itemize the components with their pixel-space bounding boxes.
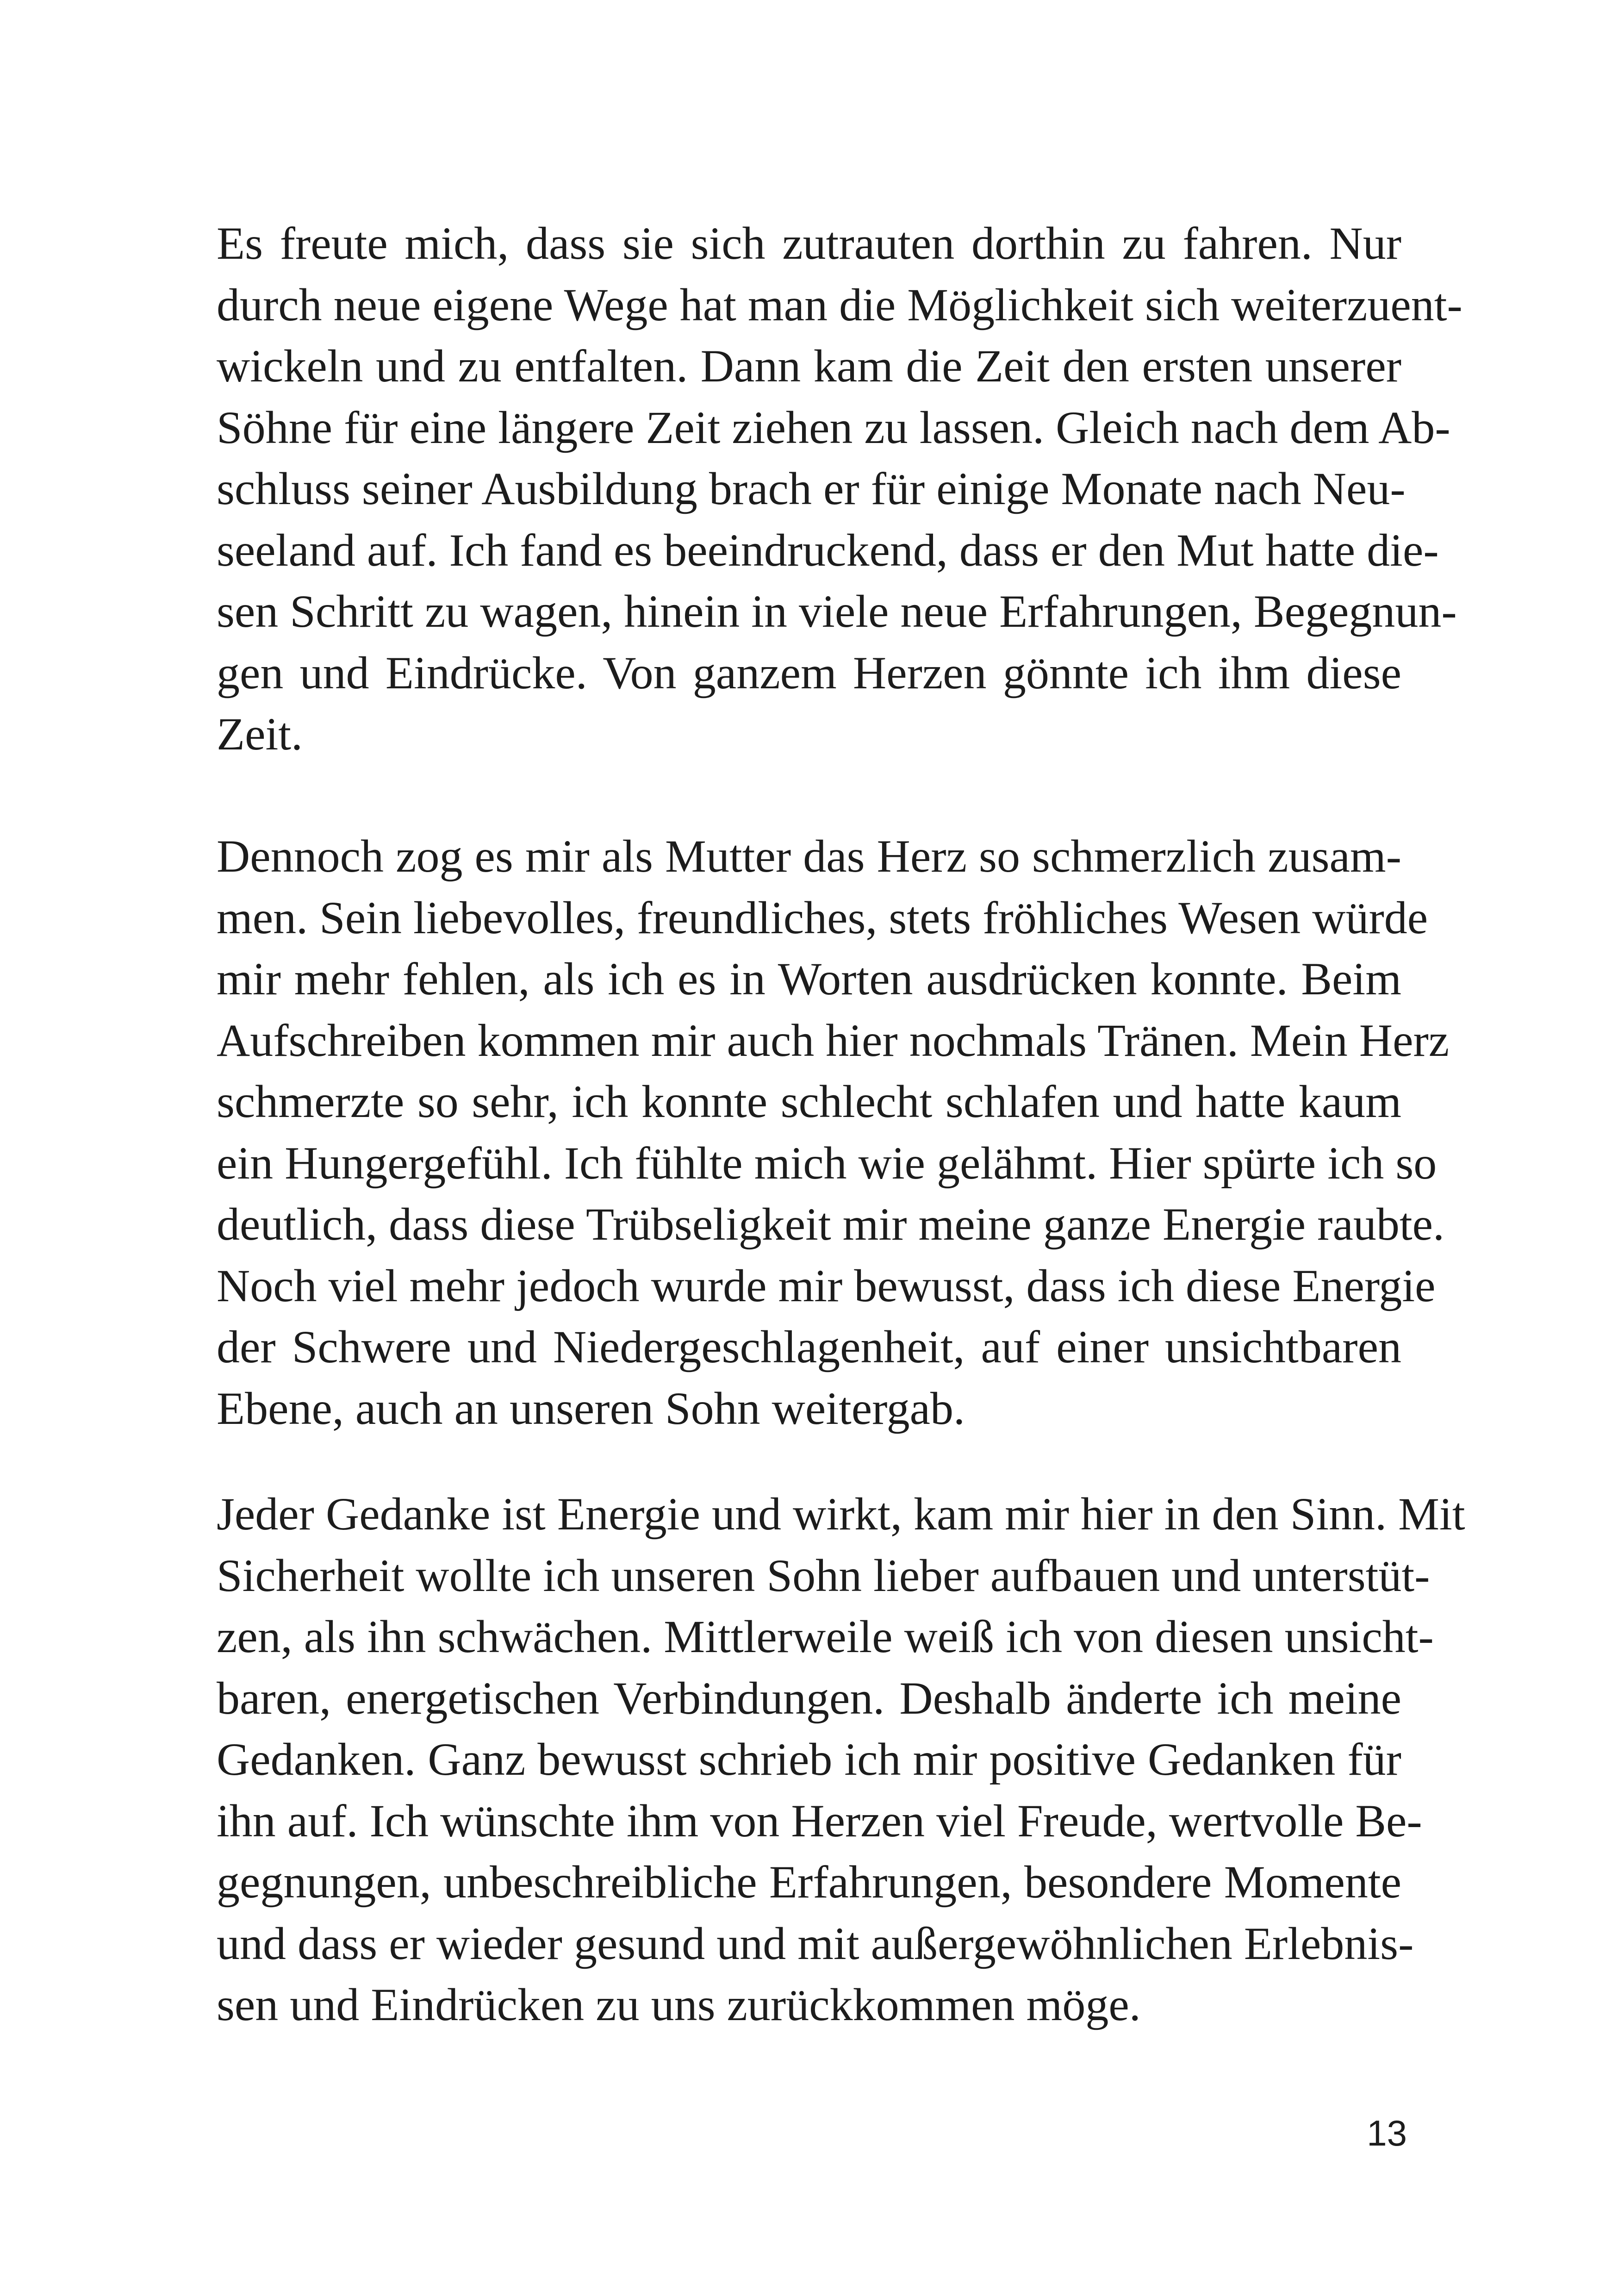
text-line: Jeder Gedanke ist Energie und wirkt, kam mir hier in den Sinn. Mit	[217, 1488, 1465, 1540]
paragraph-1	[217, 213, 1462, 765]
text-line: sen Schritt zu wagen, hinein in viele neue Erfahrungen, Begegnun-	[217, 586, 1457, 637]
text-line: wickeln und zu entfalten. Dann kam die Zeit den ersten unserer	[217, 340, 1401, 392]
text-line: seeland auf. Ich fand es beeindruckend, dass er den Mut hatte die-	[217, 524, 1439, 576]
text-line: baren, energetischen Verbindungen. Deshalb änderte ich meine	[217, 1672, 1401, 1724]
text-line: men. Sein liebevolles, freundliches, stets fröhliches Wesen würde	[217, 892, 1428, 943]
text-line: ihn auf. Ich wünschte ihm von Herzen viel Freude, wertvolle Be-	[217, 1795, 1422, 1847]
text-line: der Schwere und Niedergeschlagenheit, auf einer unsichtbaren	[217, 1321, 1401, 1373]
text-line: schluss seiner Ausbildung brach er für einige Monate nach Neu-	[217, 463, 1406, 514]
text-line: Es freute mich, dass sie sich zutrauten dorthin zu fahren. Nur	[217, 218, 1401, 269]
text-line: Söhne für eine längere Zeit ziehen zu lassen. Gleich nach dem Ab-	[217, 401, 1450, 453]
text-line: Gedanken. Ganz bewusst schrieb ich mir positive Gedanken für	[217, 1734, 1401, 1785]
text-line: deutlich, dass diese Trübseligkeit mir meine ganze Energie raubte.	[217, 1198, 1445, 1250]
text-line: und dass er wieder gesund und mit außergewöhnlichen Erlebnis-	[217, 1917, 1414, 1969]
text-line: schmerzte so sehr, ich konnte schlecht schlafen und hatte kaum	[217, 1076, 1401, 1127]
text-line: zen, als ihn schwächen. Mittlerweile weiß ich von diesen unsicht-	[217, 1611, 1434, 1662]
text-line: durch neue eigene Wege hat man die Möglichkeit sich weiterzuent-	[217, 279, 1462, 331]
text-line: Dennoch zog es mir als Mutter das Herz so schmerzlich zusam-	[217, 830, 1401, 882]
text-line: ein Hungergefühl. Ich fühlte mich wie gelähmt. Hier spürte ich so	[217, 1137, 1437, 1189]
text-line: Ebene, auch an unseren Sohn weitergab.	[217, 1382, 965, 1434]
text-line: gen und Eindrücke. Von ganzem Herzen gönnte ich ihm diese	[217, 647, 1401, 699]
text-line: gegnungen, unbeschreibliche Erfahrungen, besondere Momente	[217, 1856, 1401, 1908]
text-line: mir mehr fehlen, als ich es in Worten ausdrücken konnte. Beim	[217, 953, 1401, 1004]
text-line: sen und Eindrücken zu uns zurückkommen möge.	[217, 1979, 1141, 2030]
text-line: Zeit.	[217, 708, 303, 760]
page-number: 13	[1367, 2113, 1407, 2153]
paragraph-3	[217, 1484, 1465, 2036]
text-line: Noch viel mehr jedoch wurde mir bewusst, dass ich diese Energie	[217, 1260, 1436, 1311]
text-line: Sicherheit wollte ich unseren Sohn lieber aufbauen und unterstüt-	[217, 1549, 1430, 1601]
paragraph-2	[217, 826, 1450, 1439]
text-line: Aufschreiben kommen mir auch hier nochmals Tränen. Mein Herz	[217, 1014, 1450, 1066]
